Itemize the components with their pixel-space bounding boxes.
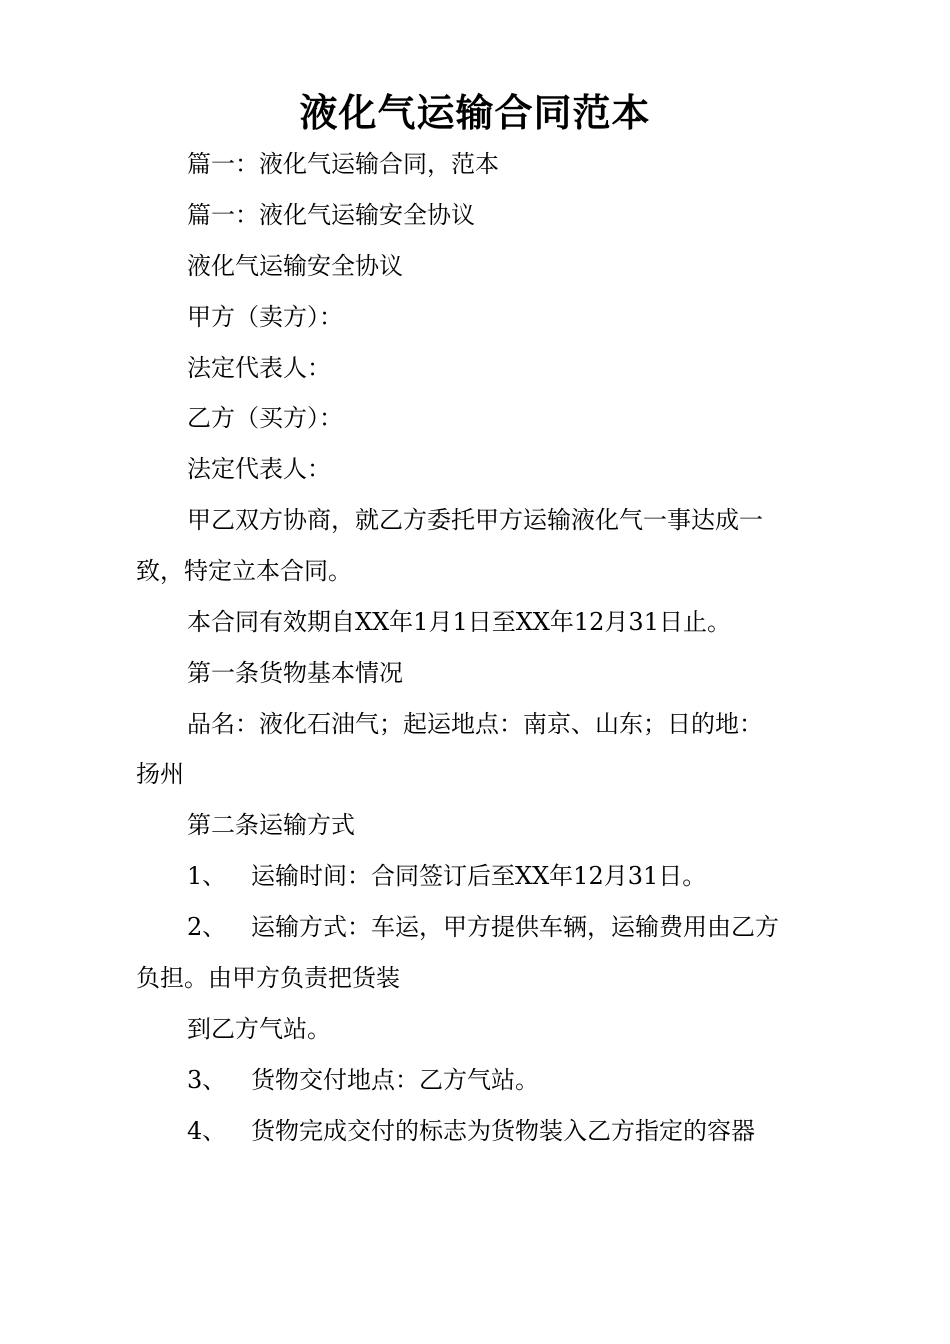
numbered-item	[187, 859, 706, 893]
paragraph-line: 篇一：液化气运输安全协议	[187, 201, 475, 229]
item-text: 运输方式：车运，甲方提供车辆，运输费用由乙方	[251, 913, 779, 941]
paragraph-line: 法定代表人：	[187, 354, 331, 382]
paragraph-line: 第一条货物基本情况	[187, 659, 403, 687]
item-number: 4、	[187, 1117, 227, 1145]
paragraph-line: 本合同有效期自XX年1月1日至XX年12月31日止。	[187, 608, 731, 636]
paragraph-line: 法定代表人：	[187, 455, 331, 483]
item-number: 2、	[187, 913, 227, 941]
paragraph-line: 负担。由甲方负责把货装	[136, 964, 400, 992]
paragraph-line: 扬州	[136, 760, 184, 788]
paragraph-line: 到乙方气站。	[187, 1015, 331, 1043]
paragraph-line: 乙方（买方）：	[187, 404, 343, 432]
numbered-item	[187, 1114, 755, 1148]
paragraph-line: 甲方（卖方）：	[187, 303, 343, 331]
item-text: 货物交付地点：乙方气站。	[251, 1066, 539, 1094]
paragraph-line: 甲乙双方协商，就乙方委托甲方运输液化气一事达成一	[187, 506, 763, 534]
paragraph-line: 品名：液化石油气；起运地点：南京、山东；日的地：	[187, 710, 763, 738]
numbered-item	[187, 910, 779, 944]
item-text: 运输时间：合同签订后至XX年12月31日。	[251, 862, 707, 890]
paragraph-line: 篇一：液化气运输合同，范本	[187, 150, 499, 178]
item-number: 3、	[187, 1066, 227, 1094]
item-text: 货物完成交付的标志为货物装入乙方指定的容器	[251, 1117, 755, 1145]
paragraph-line: 第二条运输方式	[187, 811, 355, 839]
paragraph-line: 致，特定立本合同。	[136, 557, 352, 585]
document-title: 液化气运输合同范本	[299, 90, 651, 135]
numbered-item	[187, 1063, 539, 1097]
paragraph-line: 液化气运输安全协议	[187, 252, 403, 280]
item-number: 1、	[187, 862, 227, 890]
